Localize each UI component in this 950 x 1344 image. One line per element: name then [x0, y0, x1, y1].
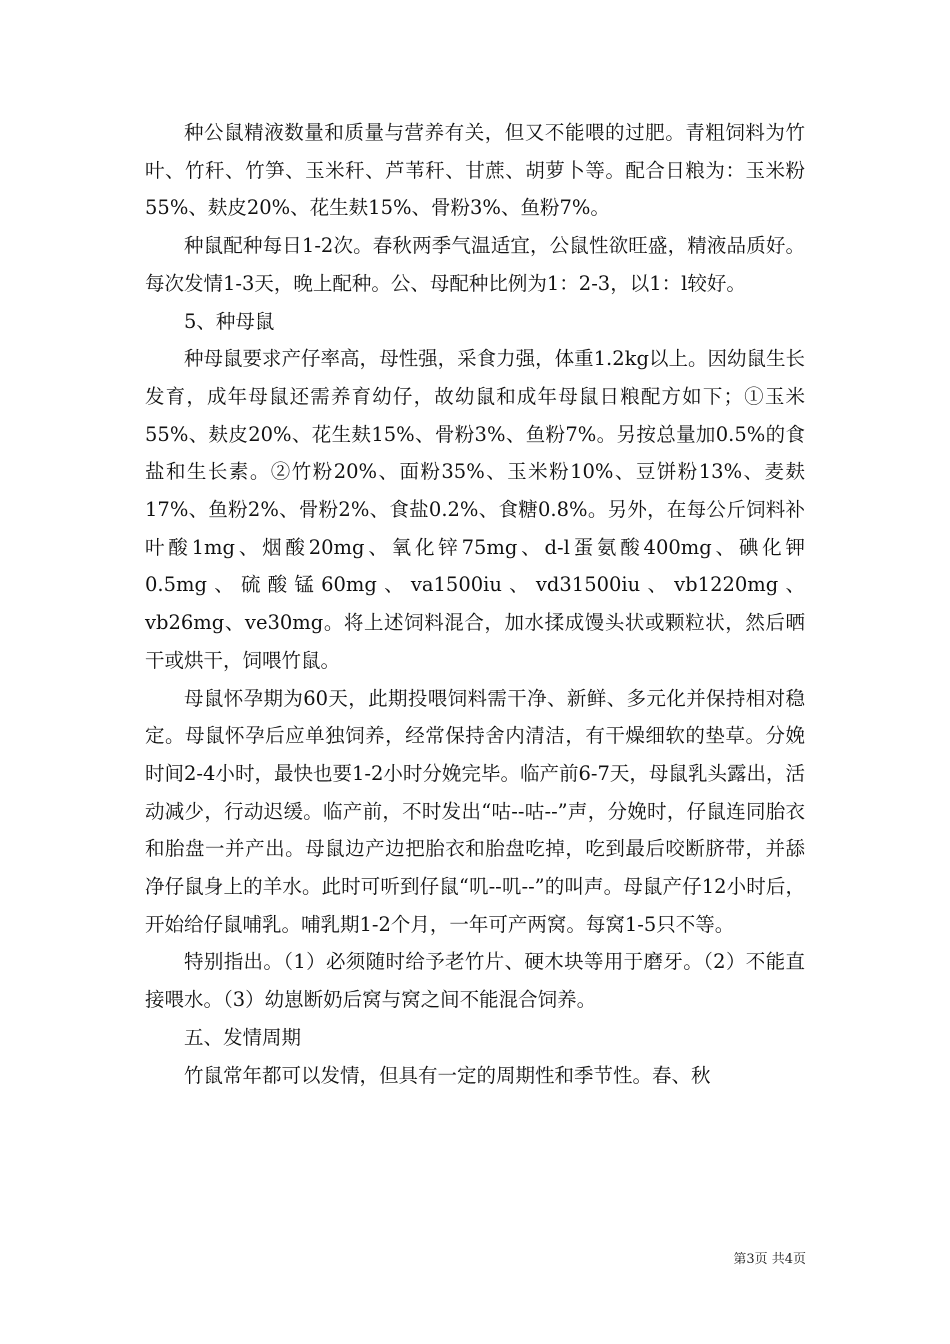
paragraph-mating-frequency: 种鼠配种每日1-2次。春秋两季气温适宜，公鼠性欲旺盛，精液品质好。每次发情1-3天，晚上配种。公、母配种比例为1：2-3，以1：l较好。	[145, 234, 805, 295]
paragraph-pregnancy-care: 母鼠怀孕期为60天，此期投喂饲料需干净、新鲜、多元化并保持相对稳定。母鼠怀孕后应单独饲养，经常保持舍内清洁，有干燥细软的垫草。分娩时间2-4小时，最快也要1-2小时分娩完毕。临产前6-7天，母鼠乳头露出，活动减少，行动迟缓。临产前，不时发出“咕--咕--”声，分娩时，仔鼠连同胎衣和胎盘一并产出。母鼠边产边把胎衣和胎盘吃掉，吃到最后咬断脐带，并舔净仔鼠身上的羊水。此时可听到仔鼠“叽--叽--”的叫声。母鼠产仔12小时后，开始给仔鼠哺乳。哺乳期1-2个月，一年可产两窝。每窝1-5只不等。	[145, 686, 805, 936]
paragraph-female-breeder-feed: 种母鼠要求产仔率高，母性强，采食力强，体重1.2kg以上。因幼鼠生长发育，成年母鼠还需养育幼仔，故幼鼠和成年母鼠日粮配方如下；①玉米55%、麸皮20%、花生麸15%、骨粉3%、鱼粉7%。另按总量加0.5%的食盐和生长素。②竹粉20%、面粉35%、玉米粉10%、豆饼粉13%、麦麸17%、鱼粉2%、骨粉2%、食盐0.2%、食糖0.8%。另外，在每公斤饲料补叶酸1mg、烟酸20mg、氧化锌75mg、d-l蛋氨酸400mg、碘化钾0.5mg、硫酸锰60mg、va1500iu、vd31500iu、vb1220mg、vb26mg、ve30mg。将上述饲料混合，加水揉成馒头状或颗粒状，然后晒干或烘干，饲喂竹鼠。	[145, 347, 805, 672]
document-body	[145, 114, 805, 1094]
section-heading-female-breeder: 5、种母鼠	[184, 309, 275, 333]
paragraph-male-breeder-nutrition: 种公鼠精液数量和质量与营养有关，但又不能喂的过肥。青粗饲料为竹叶、竹秆、竹笋、玉米秆、芦苇秆、甘蔗、胡萝卜等。配合日粮为：玉米粉55%、麸皮20%、花生麸15%、骨粉3%、鱼粉7%。	[145, 121, 805, 220]
section-heading-estrus-cycle: 五、发情周期	[184, 1025, 302, 1049]
paragraph-estrus-intro: 竹鼠常年都可以发情，但具有一定的周期性和季节性。春、秋	[184, 1063, 711, 1087]
page-number: 第3页 共4页	[733, 1252, 806, 1267]
paragraph-special-notes: 特别指出。（1）必须随时给予老竹片、硬木块等用于磨牙。（2）不能直接喂水。（3）幼崽断奶后窝与窝之间不能混合饲养。	[145, 950, 805, 1012]
